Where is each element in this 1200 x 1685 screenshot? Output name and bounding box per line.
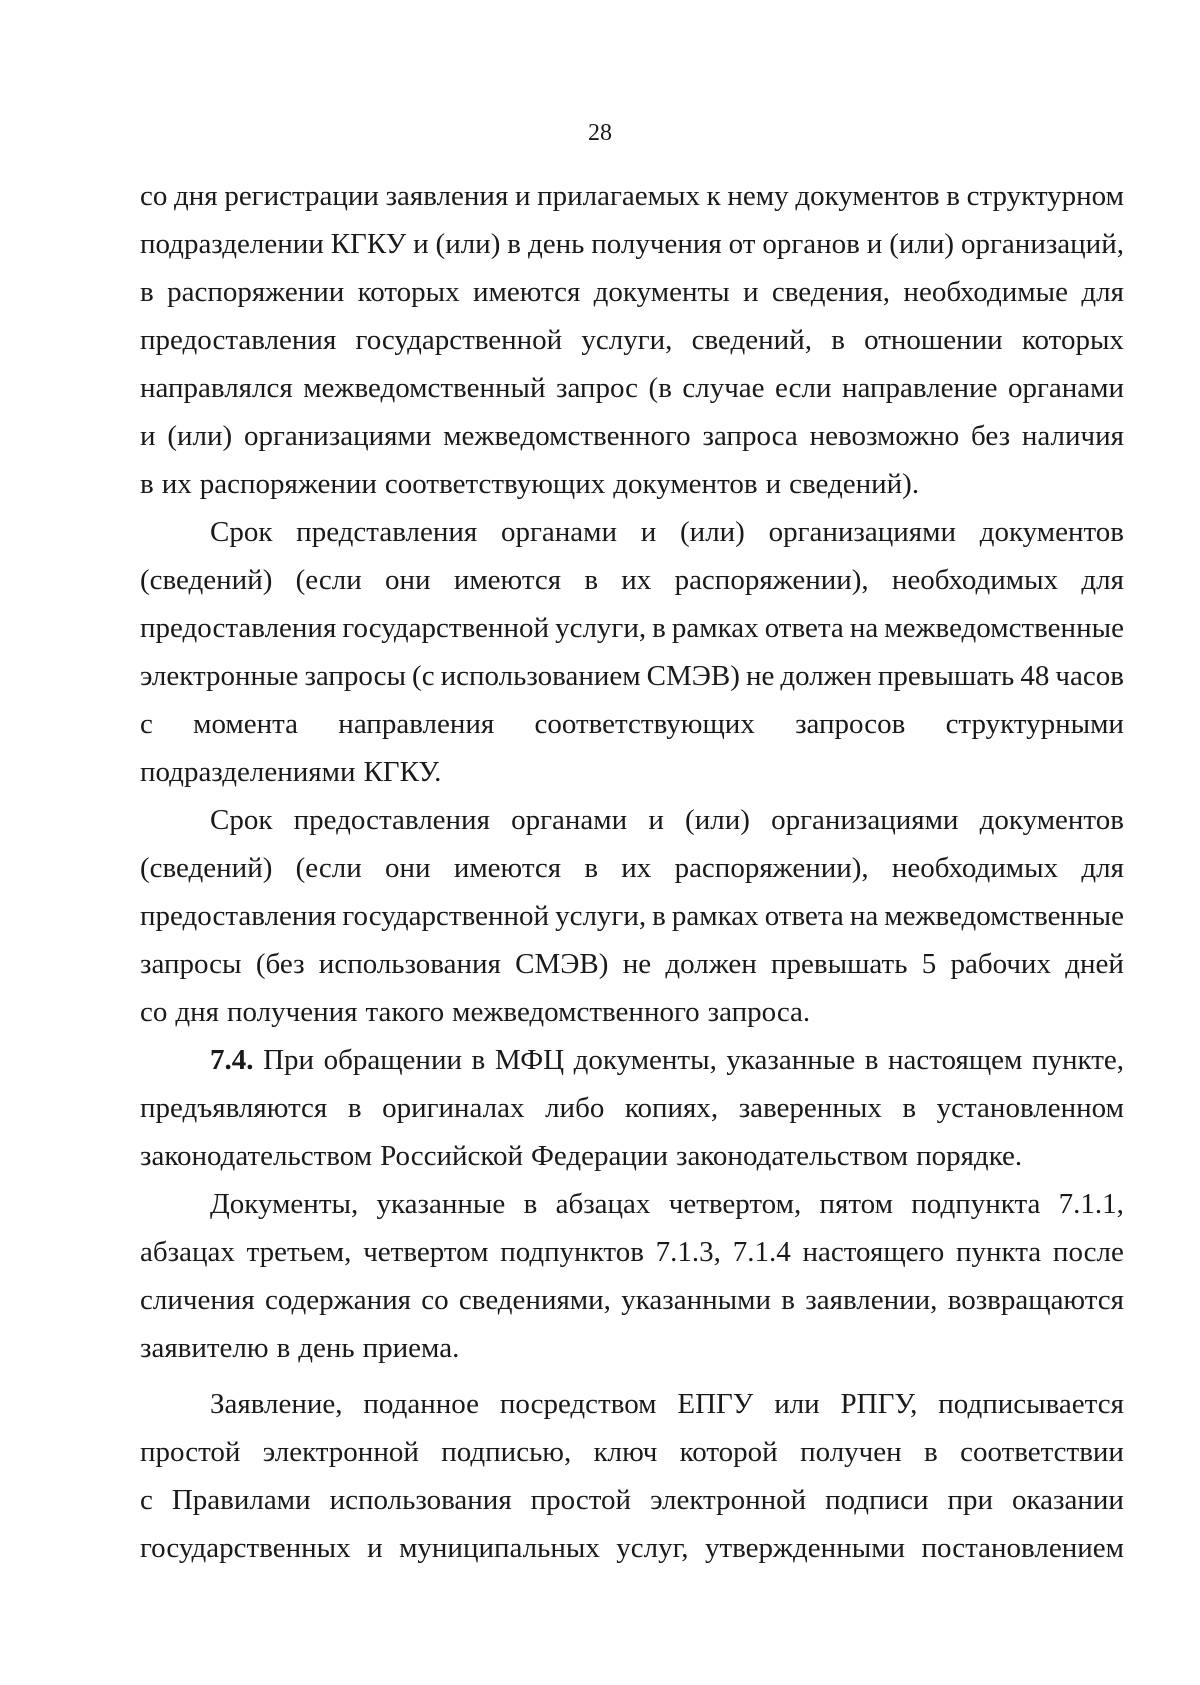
word: со <box>140 996 168 1028</box>
word: превышать <box>877 660 1015 692</box>
word: (если <box>295 564 362 596</box>
word: заявления <box>385 180 509 212</box>
word: пункта <box>955 1236 1042 1268</box>
word: предоставления <box>293 804 490 836</box>
word: муниципальных <box>399 1532 600 1564</box>
word: получен <box>800 1436 902 1468</box>
word: направления <box>338 708 495 740</box>
word: предоставления <box>140 612 337 644</box>
word: услуги, <box>555 612 647 644</box>
word: подпунктов <box>500 1236 644 1268</box>
word: организациями <box>768 516 956 548</box>
word: установленном <box>936 1092 1124 1124</box>
text-line <box>140 652 1124 700</box>
text-line <box>140 316 1124 364</box>
word: заявителю <box>140 1332 269 1364</box>
text-line <box>140 748 1124 796</box>
word: для <box>1081 276 1124 308</box>
word: приема. <box>362 1332 460 1364</box>
word: распоряжении), <box>674 852 869 884</box>
text-line <box>140 844 1124 892</box>
word: со <box>140 180 168 212</box>
word: межведомственный <box>303 372 546 404</box>
word: порядке. <box>916 1140 1023 1172</box>
word: предоставления <box>140 324 337 356</box>
word: с <box>140 1484 153 1516</box>
word: должен <box>780 660 872 692</box>
text-line <box>140 1428 1124 1476</box>
word: запросы <box>304 660 406 692</box>
word: их <box>621 852 652 884</box>
word: запросы <box>140 948 242 980</box>
text-line <box>140 1132 1124 1180</box>
text-line <box>140 1228 1124 1276</box>
text-line <box>140 796 1124 844</box>
text-line <box>140 700 1124 748</box>
text-line <box>140 1180 1124 1228</box>
word: или <box>774 1388 820 1420</box>
word: нему <box>727 180 789 212</box>
word: подпункта <box>911 1188 1041 1220</box>
word: в <box>584 852 599 884</box>
text-line <box>140 508 1124 556</box>
text-line <box>140 220 1124 268</box>
word: их <box>161 468 192 500</box>
word: (в <box>648 372 672 404</box>
paragraph <box>140 1380 1124 1572</box>
word: государственной <box>355 324 563 356</box>
word: Заявление, <box>210 1388 343 1420</box>
word: в <box>471 1044 486 1076</box>
word: копиях, <box>624 1092 719 1124</box>
word: соответствующих <box>384 468 606 500</box>
word: (без <box>255 948 305 980</box>
word: день <box>298 1332 355 1364</box>
paragraph <box>140 1180 1124 1372</box>
word: запроса <box>702 420 798 452</box>
word: превышать <box>771 948 908 980</box>
word: ЕПГУ <box>677 1388 754 1420</box>
word: услуги, <box>555 900 647 932</box>
word: услуги, <box>581 324 673 356</box>
word: необходимые <box>903 276 1069 308</box>
paragraph <box>140 796 1124 1036</box>
word: простой <box>530 1484 632 1516</box>
word: которых <box>357 276 460 308</box>
word: 48 <box>1020 660 1050 692</box>
word: документы <box>593 276 730 308</box>
word: в <box>902 1092 917 1124</box>
word: утвержденными <box>704 1532 906 1564</box>
word: либо <box>545 1092 605 1124</box>
word: законодательством <box>140 1140 373 1172</box>
word: предоставления <box>140 900 337 932</box>
word: ключ <box>593 1436 658 1468</box>
word: в <box>831 324 845 356</box>
word: межведомственного <box>443 420 691 452</box>
word: подразделении <box>140 228 324 260</box>
word: Российской <box>380 1140 524 1172</box>
word: (или) <box>889 228 955 260</box>
word: в <box>652 900 666 932</box>
word: услуг, <box>616 1532 689 1564</box>
word: они <box>385 852 431 884</box>
word: 7.1.3, <box>655 1236 721 1268</box>
word: указанные <box>726 1044 856 1076</box>
word: организаций, <box>961 228 1124 260</box>
word: в <box>276 1332 291 1364</box>
word: предъявляются <box>140 1092 328 1124</box>
word: в <box>781 1284 795 1316</box>
word: рабочих <box>950 948 1051 980</box>
word: законодательством <box>675 1140 909 1172</box>
page-number: 28 <box>588 120 612 146</box>
text-line <box>140 268 1124 316</box>
word: после <box>1052 1236 1124 1268</box>
word: использования <box>329 1484 512 1516</box>
word: СМЭВ) <box>515 948 609 980</box>
word: запрос <box>555 372 639 404</box>
word: в <box>924 1436 938 1468</box>
word: межведомственные <box>884 900 1124 932</box>
word: наличия <box>1021 420 1124 452</box>
word: день <box>527 228 585 260</box>
word: (или) <box>680 516 745 548</box>
word: при <box>947 1484 994 1516</box>
word: содержания <box>265 1284 411 1316</box>
word: они <box>385 564 431 596</box>
word: в <box>652 612 666 644</box>
word: невозможно <box>809 420 960 452</box>
word: (или) <box>435 228 501 260</box>
word: распоряжении), <box>674 564 869 596</box>
word: МФЦ <box>494 1044 565 1076</box>
word: и <box>765 468 782 500</box>
word: постановлением <box>921 1532 1124 1564</box>
word: соответствующих <box>534 708 755 740</box>
word: подразделениями <box>140 756 356 788</box>
word: случае <box>682 372 765 404</box>
word: и <box>514 180 531 212</box>
word: Правилами <box>171 1484 311 1516</box>
word: организациями <box>243 420 432 452</box>
word: документов <box>979 804 1124 836</box>
word: сведений). <box>789 468 920 500</box>
word: межведомственного <box>452 996 700 1028</box>
text-line <box>140 556 1124 604</box>
text-line <box>140 172 1124 220</box>
word: на <box>849 612 879 644</box>
word: соответствии <box>960 1436 1124 1468</box>
word: от <box>728 228 756 260</box>
word: электронной <box>262 1436 419 1468</box>
text-line <box>140 940 1124 988</box>
word: простой <box>140 1436 241 1468</box>
word: пункте, <box>1031 1044 1124 1076</box>
word: на <box>849 900 879 932</box>
word: Срок <box>210 804 273 836</box>
document-body <box>140 172 1124 1572</box>
word: направление <box>841 372 998 404</box>
word: в <box>347 1092 362 1124</box>
word: имеются <box>473 276 581 308</box>
word: имеются <box>453 852 562 884</box>
word: в <box>946 180 960 212</box>
word: в <box>584 564 599 596</box>
word: документов <box>613 468 758 500</box>
word: должен <box>665 948 757 980</box>
word: оказании <box>1012 1484 1124 1516</box>
text-line <box>140 1084 1124 1132</box>
word: использованием <box>440 660 641 692</box>
word: и <box>743 276 759 308</box>
word: их <box>621 564 652 596</box>
word: и <box>367 1532 383 1564</box>
word: и <box>648 804 664 836</box>
word: момента <box>193 708 299 740</box>
word: без <box>971 420 1011 452</box>
text-line <box>140 1476 1124 1524</box>
word: государственных <box>140 1532 351 1564</box>
word: указанными <box>621 1284 771 1316</box>
word: возвращаются <box>947 1284 1124 1316</box>
word: 7.1.1, <box>1058 1188 1124 1220</box>
word: абзацах <box>555 1188 651 1220</box>
word: 5 <box>921 948 937 980</box>
word: часов <box>1055 660 1124 692</box>
text-line <box>140 1380 1124 1428</box>
word: государственной <box>342 900 550 932</box>
word: не <box>622 948 652 980</box>
word: третьем, <box>246 1236 352 1268</box>
word: межведомственные <box>884 612 1124 644</box>
text-line <box>140 892 1124 940</box>
word: ответа <box>764 900 844 932</box>
word: органами <box>1007 372 1124 404</box>
word: сличения <box>140 1284 255 1316</box>
word: абзацах <box>140 1236 235 1268</box>
word: в <box>864 1044 879 1076</box>
word: (с <box>412 660 435 692</box>
word: подписью, <box>441 1436 572 1468</box>
word: необходимых <box>891 564 1059 596</box>
word: указанные <box>376 1188 506 1220</box>
word: сведений, <box>691 324 812 356</box>
text-line <box>140 1524 1124 1572</box>
word: распоряжении <box>167 276 345 308</box>
text-line <box>140 1324 1124 1372</box>
word: со <box>421 1284 449 1316</box>
word: направлялся <box>140 372 293 404</box>
word: оригиналах <box>382 1092 525 1124</box>
paragraph <box>140 508 1124 796</box>
word: заявлении, <box>805 1284 938 1316</box>
word: запросов <box>795 708 906 740</box>
word: которых <box>1021 324 1124 356</box>
word: органами <box>500 516 618 548</box>
word: и <box>140 420 156 452</box>
word: (сведений) <box>140 564 273 596</box>
text-line <box>140 604 1124 652</box>
word: получения <box>227 996 358 1028</box>
word: и <box>413 228 429 260</box>
word: документов <box>795 180 940 212</box>
word: подписывается <box>938 1388 1124 1420</box>
word: органов <box>762 228 860 260</box>
word: структурном <box>966 180 1124 212</box>
text-line <box>140 412 1124 460</box>
text-line <box>140 364 1124 412</box>
word: с <box>140 708 153 740</box>
word: электронные <box>140 660 299 692</box>
word: необходимых <box>891 852 1059 884</box>
word: РПГУ, <box>840 1388 918 1420</box>
word: имеются <box>453 564 562 596</box>
word: пятом <box>819 1188 893 1220</box>
word: документов <box>979 516 1124 548</box>
word: электронной <box>650 1484 807 1516</box>
word: для <box>1081 564 1124 596</box>
word: отношении <box>864 324 1003 356</box>
word: прилагаемых <box>537 180 700 212</box>
word: к <box>706 180 721 212</box>
word: дней <box>1065 948 1124 980</box>
word: государственной <box>342 612 550 644</box>
word: настоящем <box>887 1044 1023 1076</box>
word: рамках <box>671 612 759 644</box>
word: если <box>775 372 832 404</box>
text-line <box>140 460 1124 508</box>
word: обращении <box>323 1044 462 1076</box>
word: КГКУ. <box>363 756 442 788</box>
word: и <box>866 228 883 260</box>
word: документы, <box>573 1044 717 1076</box>
word: (или) <box>685 804 750 836</box>
word: в <box>140 276 154 308</box>
word: Документы, <box>210 1188 359 1220</box>
word: При <box>263 1044 315 1076</box>
word: настоящего <box>802 1236 945 1268</box>
text-line <box>140 988 1124 1036</box>
word: такого <box>365 996 445 1028</box>
word: КГКУ <box>330 228 407 260</box>
word: не <box>745 660 775 692</box>
word: в <box>507 228 521 260</box>
word: структурными <box>945 708 1124 740</box>
word: организациями <box>771 804 959 836</box>
word: СМЭВ) <box>646 660 740 692</box>
word: распоряжении <box>199 468 377 500</box>
word: дня <box>175 996 219 1028</box>
word: для <box>1081 852 1124 884</box>
word: органами <box>511 804 628 836</box>
word: Федерации <box>531 1140 668 1172</box>
word: (или) <box>167 420 233 452</box>
word: подписи <box>825 1484 929 1516</box>
word: регистрации <box>224 180 379 212</box>
word: и <box>640 516 657 548</box>
word: представления <box>296 516 478 548</box>
word: в <box>140 468 154 500</box>
word: сведения, <box>771 276 891 308</box>
word: Срок <box>210 516 273 548</box>
word: 7.1.4 <box>732 1236 791 1268</box>
word: посредством <box>499 1388 657 1420</box>
word: которой <box>679 1436 778 1468</box>
word: поданное <box>363 1388 479 1420</box>
word: заверенных <box>738 1092 882 1124</box>
word: дня <box>174 180 218 212</box>
word: использования <box>318 948 501 980</box>
paragraph <box>140 1036 1124 1180</box>
word: ответа <box>764 612 844 644</box>
word: получения <box>591 228 722 260</box>
paragraph <box>140 172 1124 508</box>
word: 7.4. <box>210 1044 254 1076</box>
word: четвертом, <box>668 1188 802 1220</box>
word: в <box>523 1188 538 1220</box>
word: четвертом <box>363 1236 489 1268</box>
word: (сведений) <box>140 852 273 884</box>
word: сведениями, <box>458 1284 611 1316</box>
word: запроса. <box>707 996 811 1028</box>
text-line <box>140 1036 1124 1084</box>
word: рамках <box>671 900 759 932</box>
word: (если <box>295 852 362 884</box>
text-line <box>140 1276 1124 1324</box>
